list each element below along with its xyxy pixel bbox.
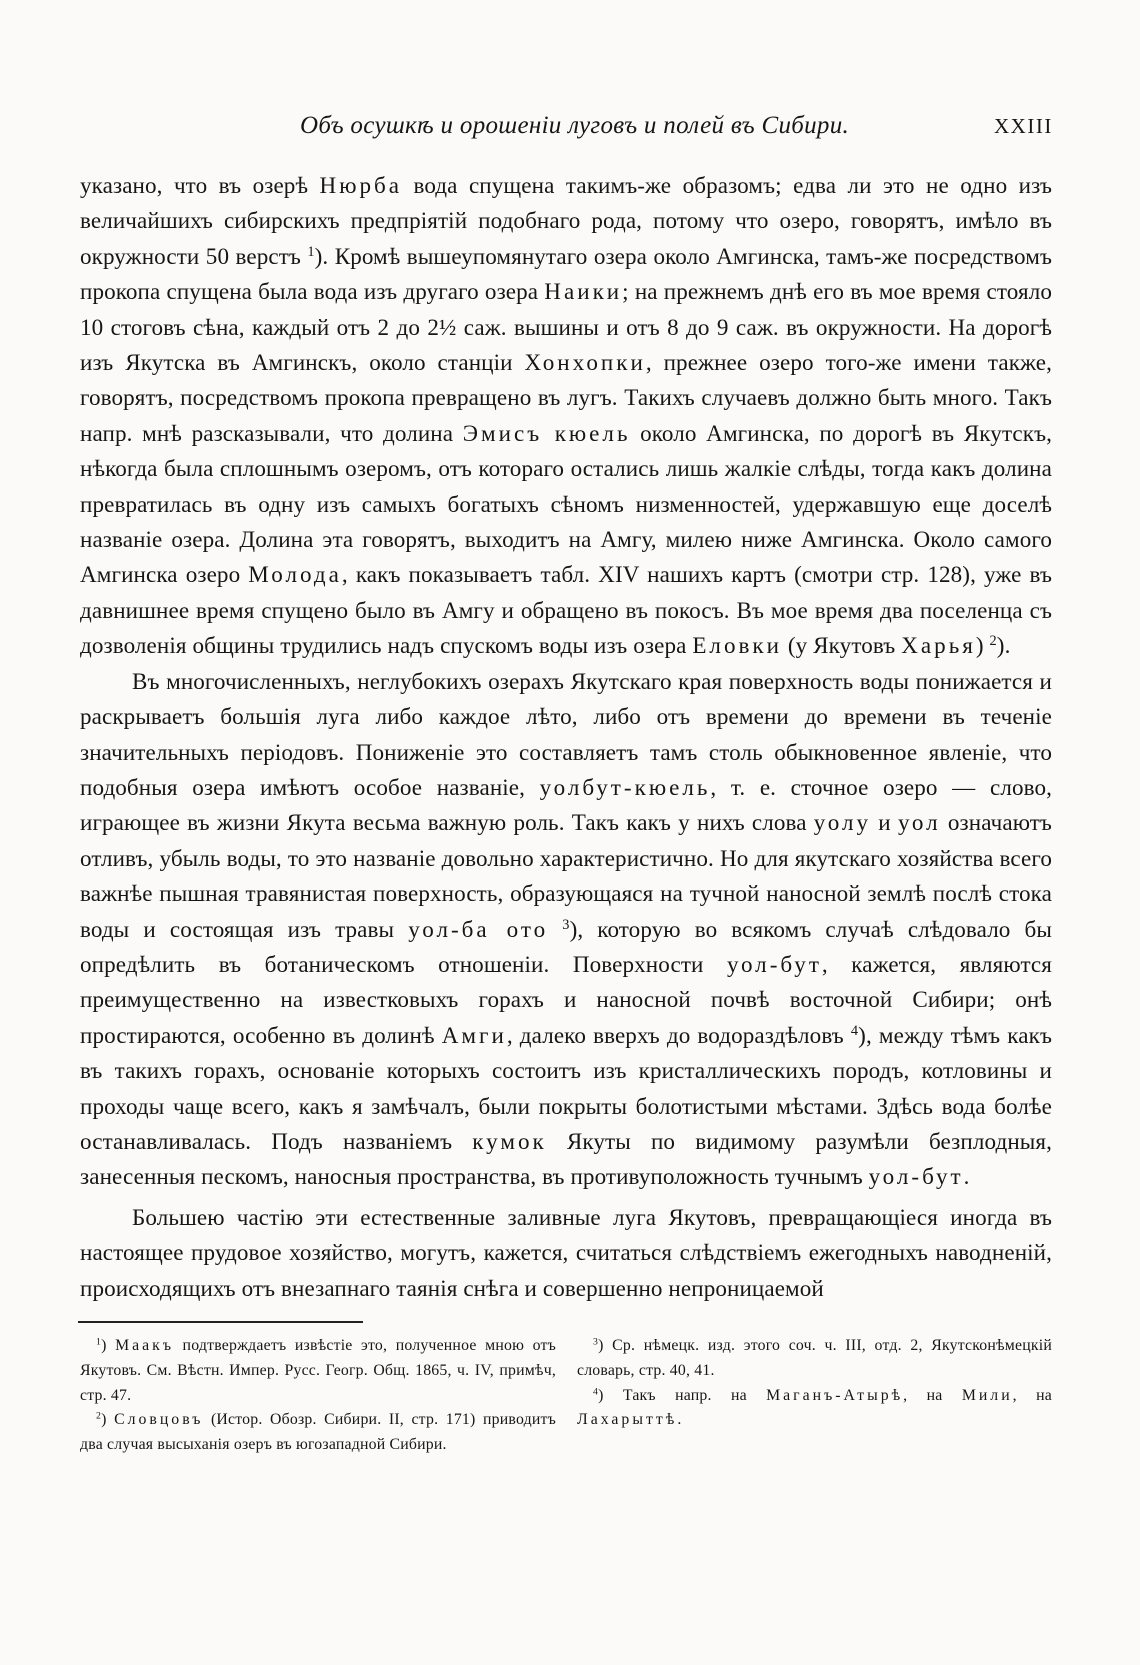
footnote: [80, 1408, 556, 1458]
text-run: .: [963, 1163, 970, 1190]
body-text: [80, 168, 1052, 1306]
text-run: ): [101, 1411, 115, 1429]
spaced-term: Эмисъ кюель: [462, 419, 631, 446]
footnote-ref: 1: [96, 1336, 102, 1348]
paragraph: [80, 664, 1052, 1195]
text-run: около Амгинска, по дорогѣ въ Якутскъ, нѣкогда была сплошнымъ озеромъ, отъ котораго остались лишь жалкіе слѣды, тогда какъ долина превратилась въ одну изъ самыхъ богатыхъ сѣномъ низменностей, удержавшую еще доселѣ названіе озера. Долина эта говорятъ, выходитъ на Амгу, милею ниже Амгинска. Около самого Амгинска озеро: [80, 419, 1053, 588]
spaced-term: Маганъ-Атырѣ: [766, 1386, 904, 1404]
spaced-term: Амги: [441, 1021, 507, 1048]
paragraph: [80, 168, 1052, 664]
spaced-term: уол-бут: [726, 950, 822, 977]
paragraph: [80, 1200, 1052, 1306]
text-run: , далеко вверхъ до водораздѣловъ: [506, 1021, 851, 1048]
text-run: (Истор. Обозр. Сибири. II, стр. 171) приводитъ два случая высыханія озеръ въ югозападной Сибири.: [80, 1411, 556, 1454]
footnote: [80, 1334, 556, 1408]
footnote-ref: 4: [593, 1386, 599, 1398]
spaced-term: Нюрба: [319, 172, 403, 198]
footnote-ref: 1: [307, 243, 315, 260]
spaced-term: Еловки: [692, 632, 782, 659]
spaced-term: уол-ба ото: [408, 915, 549, 942]
text-run: , на: [1012, 1386, 1052, 1404]
text-run: ) Ср. нѣмецк. изд. этого соч. ч. III, отд. 2, Якутсконѣмецкій словарь, стр. 40, 41.: [577, 1337, 1052, 1379]
running-head: Объ осушкѣ и орошеніи луговъ и полей въ Сибири.: [300, 112, 850, 139]
text-run: Якуты по видимому разумѣли безплодныя, занесенныя пескомъ, наносныя пространства, въ противуположность тучнымъ: [80, 1127, 1052, 1190]
spaced-term: уолу: [813, 809, 872, 836]
text-run: [548, 916, 562, 942]
footnotes-right-column: [577, 1334, 1052, 1433]
footnote-ref: 2: [989, 633, 997, 650]
text-run: , на: [903, 1386, 962, 1404]
footnote-ref: 4: [850, 1022, 859, 1039]
text-run: .: [677, 1411, 682, 1429]
text-run: (у Якутовъ: [782, 632, 902, 659]
spaced-term: Наики: [544, 278, 623, 305]
text-run: ), между тѣмъ какъ въ такихъ горахъ, основаніе которыхъ состоитъ изъ кристаллическихъ породъ, котловины и проходы чаще всего, какъ я замѣчалъ, были покрыты болотистыми мѣстами. Здѣсь вода болѣе останавливалась. Подъ названіемъ: [80, 1021, 1052, 1154]
text-run: указано, что въ озерѣ: [80, 172, 320, 198]
spaced-term: уол: [897, 809, 941, 836]
text-run: Въ многочисленныхъ, неглубокихъ озерахъ Якутскаго края поверхность воды понижается и раскрываетъ большія луга либо каждое лѣто, либо отъ времени до времени въ теченіе значительныхъ періодовъ. Пониженіе это составляетъ тамъ столь обыкновенное явленіе, что подобныя озера имѣютъ особое названіе,: [80, 667, 1052, 800]
text-run: , прежнее озеро того-же имени также, говорятъ, посредствомъ прокопа превращено въ лугъ. Такихъ случаевъ должно быть много. Такъ напр. мнѣ разсказывали, что долина: [80, 349, 1052, 446]
spaced-term: Харья: [901, 632, 976, 659]
text-run: ).: [996, 632, 1011, 659]
footnote-rule: [78, 1321, 363, 1323]
footnote-ref: 3: [562, 916, 570, 933]
text-run: ): [975, 632, 990, 659]
text-run: ; на прежнемъ днѣ его въ мое время стояло 10 стоговъ сѣна, каждый отъ 2 до 2½ саж. вышины и отъ 8 до 9 саж. въ окружности. На дорогѣ изъ Якутска въ Амгинскъ, около станціи: [80, 278, 1052, 376]
text-run: , т. е. сточное озеро — слово, играющее въ жизни Якута весьма важную роль. Такъ какъ у нихъ слова: [80, 773, 1052, 836]
spaced-term: Хонхопки: [524, 349, 646, 376]
text-run: ): [101, 1337, 116, 1354]
text-run: вода спущена такимъ-же образомъ; едва ли это не одно изъ величайшихъ сибирскихъ предпріятій подобнаго рода, потому что озеро, говорятъ, имѣло въ окружности 50 верстъ: [80, 172, 1052, 269]
spaced-term: уолбут-кюель: [539, 773, 711, 800]
spaced-term: Маакъ: [115, 1337, 175, 1354]
text-run: означаютъ отливъ, убыль воды, то это названіе довольно характеристично. Но для якутскаго хозяйства всего важнѣе пышная травянистая поверхность, образующаяся на тучной наносной землѣ послѣ стока воды и состоящая изъ травы: [80, 809, 1052, 942]
text-run: ). Кромѣ вышеупомянутаго озера около Амгинска, тамъ-же посредствомъ прокопа спущена была вода изъ другаго озера: [80, 242, 1052, 305]
text-run: ), которую во всякомъ случаѣ слѣдовало бы опредѣлить въ ботаническомъ отношеніи. Поверхности: [80, 915, 1052, 977]
text-run: ) Такъ напр. на: [598, 1386, 767, 1404]
spaced-term: Мили: [961, 1386, 1013, 1404]
footnote: [577, 1384, 1052, 1434]
spaced-term: Лахарыттѣ: [577, 1411, 678, 1429]
footnotes-left-column: [80, 1334, 556, 1458]
page-number: XXIII: [994, 114, 1053, 138]
spaced-term: кумок: [472, 1127, 547, 1154]
footnote-ref: 3: [593, 1336, 599, 1348]
footnote: [577, 1334, 1052, 1384]
footnote-ref: 2: [96, 1411, 102, 1423]
text-run: подтверждаетъ извѣстіе это, полученное мною отъ Якутовъ. См. Вѣстн. Импер. Русс. Геогр. Общ. 1865, ч. IV, примѣч, стр. 47.: [80, 1337, 556, 1404]
text-run: , какъ показываетъ табл. XIV нашихъ картъ (смотри стр. 128), уже въ давнишнее время спущено было въ Амгу и обращено въ покосъ. Въ мое время два поселенца съ дозволенія общины трудились надъ спускомъ воды изъ озера: [80, 561, 1052, 659]
spaced-term: Словцовъ: [114, 1411, 204, 1429]
spaced-term: Молода: [248, 561, 342, 588]
text-run: Большею частію эти естественные заливные луга Якутовъ, превращающіеся иногда въ настоящее прудовое хозяйство, могутъ, кажется, считаться слѣдствіемъ ежегодныхъ наводненій, происходящихъ отъ внезапнаго таянія снѣга и совершенно непроницаемой: [80, 1203, 1052, 1301]
text-run: , кажется, являются преимущественно на известковыхъ горахъ и наносной почвѣ восточной Сибири; онѣ простираются, особенно въ долинѣ: [80, 950, 1052, 1048]
text-run: и: [871, 809, 898, 836]
spaced-term: уол-бут: [868, 1163, 964, 1190]
